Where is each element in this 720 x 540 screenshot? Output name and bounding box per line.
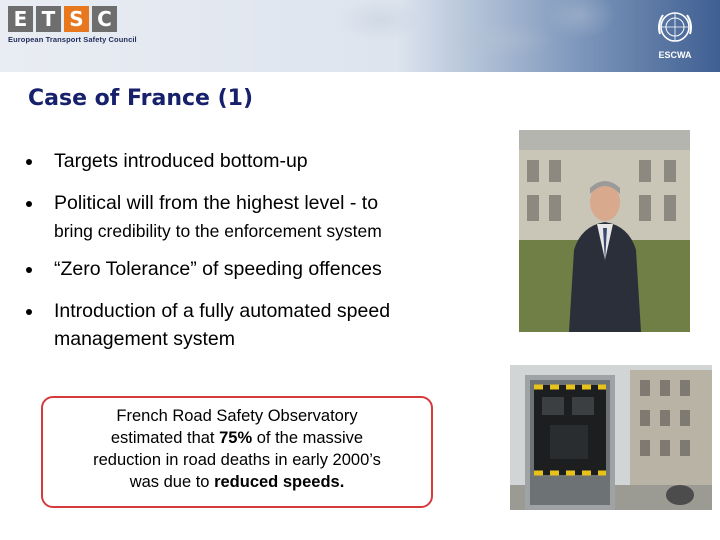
world-map-background <box>300 0 630 72</box>
callout-text: estimated that <box>110 429 220 447</box>
un-escwa-logo <box>640 6 710 66</box>
bullet-text: Introduction of a fully automated speed <box>54 300 391 322</box>
bullet-dot <box>26 309 32 315</box>
header-band <box>0 0 720 72</box>
callout-text: was due to <box>129 473 215 491</box>
callout-text: of the massive <box>252 429 364 447</box>
portrait-illustration <box>519 130 690 332</box>
bullet-text-continued: bring credibility to the enforcement system <box>54 221 382 241</box>
escwa-label: ESCWA <box>658 50 692 60</box>
speed-camera-photo <box>510 365 712 510</box>
logo-letter-s: S <box>64 6 89 32</box>
bullet-text: Targets introduced bottom-up <box>54 150 308 172</box>
bullet-dot <box>26 201 32 207</box>
bullet-text-continued: management system <box>54 328 235 350</box>
callout-line <box>43 471 431 493</box>
logo-letter-t: T <box>36 6 61 32</box>
callout-line <box>43 427 431 449</box>
callout-emphasis: reduced speeds. <box>214 473 345 491</box>
logo-letter-e: E <box>8 6 33 32</box>
bullet-dot <box>26 267 32 273</box>
portrait-photo <box>519 130 690 332</box>
bullet-text: “Zero Tolerance” of speeding offences <box>54 258 382 280</box>
etsc-letters <box>8 6 158 32</box>
bullet-dot <box>26 159 32 165</box>
slide-title: Case of France (1) <box>28 86 254 111</box>
callout-line: French Road Safety Observatory <box>116 407 358 425</box>
etsc-logo <box>8 6 158 52</box>
callout-box <box>41 396 433 508</box>
bullet-text: Political will from the highest level - to <box>54 192 379 214</box>
callout-line: reduction in road deaths in early 2000’s <box>93 451 381 469</box>
speed-camera-illustration <box>510 365 712 510</box>
logo-letter-c: C <box>92 6 117 32</box>
un-emblem-icon <box>654 6 696 48</box>
callout-percent: 75% <box>219 429 253 447</box>
logo-subtitle: European Transport Safety Council <box>8 35 137 44</box>
